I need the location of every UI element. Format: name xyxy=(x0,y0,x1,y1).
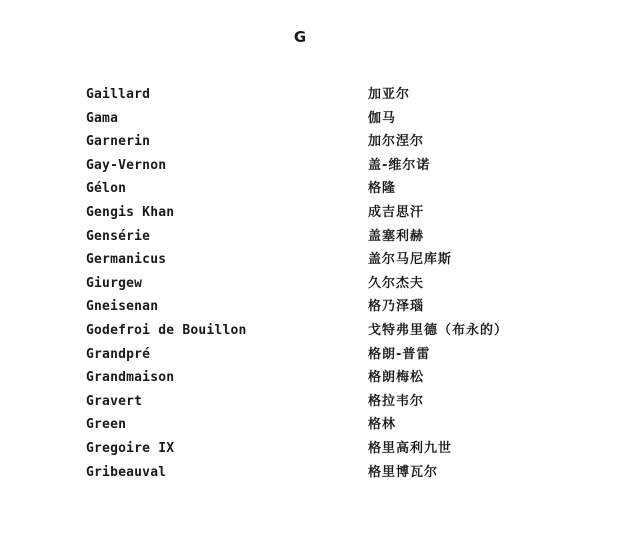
glossary-entry xyxy=(0,225,627,249)
entry-chinese-name: 戈特弗里德（布永的） xyxy=(368,322,509,338)
entry-latin-name: Gravert xyxy=(86,393,143,409)
entry-latin-name: Garnerin xyxy=(86,134,151,150)
glossary-entry xyxy=(0,390,627,414)
glossary-entry xyxy=(0,366,627,390)
entry-chinese-name: 格朗-普雷 xyxy=(368,346,431,362)
entry-chinese-name: 盖-维尔诺 xyxy=(368,157,431,173)
entry-chinese-name: 盖塞利赫 xyxy=(368,228,425,244)
glossary-entry xyxy=(0,177,627,201)
glossary-entry xyxy=(0,248,627,272)
glossary-entry xyxy=(0,461,627,485)
entry-chinese-name: 久尔杰夫 xyxy=(368,275,425,291)
entry-latin-name: Germanicus xyxy=(86,252,167,268)
entry-chinese-name: 盖尔马尼库斯 xyxy=(368,252,453,268)
entry-latin-name: Gay-Vernon xyxy=(86,157,167,173)
glossary-entry xyxy=(0,83,627,107)
glossary-entry xyxy=(0,319,627,343)
entry-chinese-name: 格里高利九世 xyxy=(368,440,453,456)
entry-chinese-name: 成吉思汗 xyxy=(368,204,425,220)
entry-latin-name: Gregoire IX xyxy=(86,440,175,456)
glossary-entry xyxy=(0,107,627,131)
entry-latin-name: Gneisenan xyxy=(86,299,159,315)
entry-chinese-name: 格乃泽瑙 xyxy=(368,299,425,315)
entry-chinese-name: 格拉韦尔 xyxy=(368,393,425,409)
glossary-entry xyxy=(0,272,627,296)
glossary-entry xyxy=(0,295,627,319)
entry-chinese-name: 伽马 xyxy=(368,110,397,126)
entry-chinese-name: 加亚尔 xyxy=(368,87,411,102)
glossary-entry xyxy=(0,413,627,437)
entry-latin-name: Gensérie xyxy=(86,228,151,244)
entry-latin-name: Gaillard xyxy=(86,87,151,102)
entry-chinese-name: 格林 xyxy=(368,417,397,433)
entry-chinese-name: 格里博瓦尔 xyxy=(368,464,439,480)
entry-latin-name: Gélon xyxy=(86,181,127,197)
glossary-entry xyxy=(0,130,627,154)
entry-latin-name: Gribeauval xyxy=(86,464,167,480)
entry-latin-name: Gama xyxy=(86,110,119,126)
entry-latin-name: Godefroi de Bouillon xyxy=(86,322,247,338)
entry-chinese-name: 格朗梅松 xyxy=(368,370,425,386)
entry-latin-name: Grandpré xyxy=(86,346,151,362)
section-letter-heading: G xyxy=(293,28,307,46)
entry-latin-name: Green xyxy=(86,417,127,433)
entry-latin-name: Gengis Khan xyxy=(86,204,175,220)
glossary-entry-list xyxy=(0,83,627,484)
glossary-entry xyxy=(0,343,627,367)
glossary-entry xyxy=(0,154,627,178)
entry-chinese-name: 格隆 xyxy=(368,181,397,197)
glossary-entry xyxy=(0,437,627,461)
entry-chinese-name: 加尔涅尔 xyxy=(368,134,425,150)
entry-latin-name: Grandmaison xyxy=(86,370,175,386)
entry-latin-name: Giurgew xyxy=(86,275,143,291)
glossary-entry xyxy=(0,201,627,225)
